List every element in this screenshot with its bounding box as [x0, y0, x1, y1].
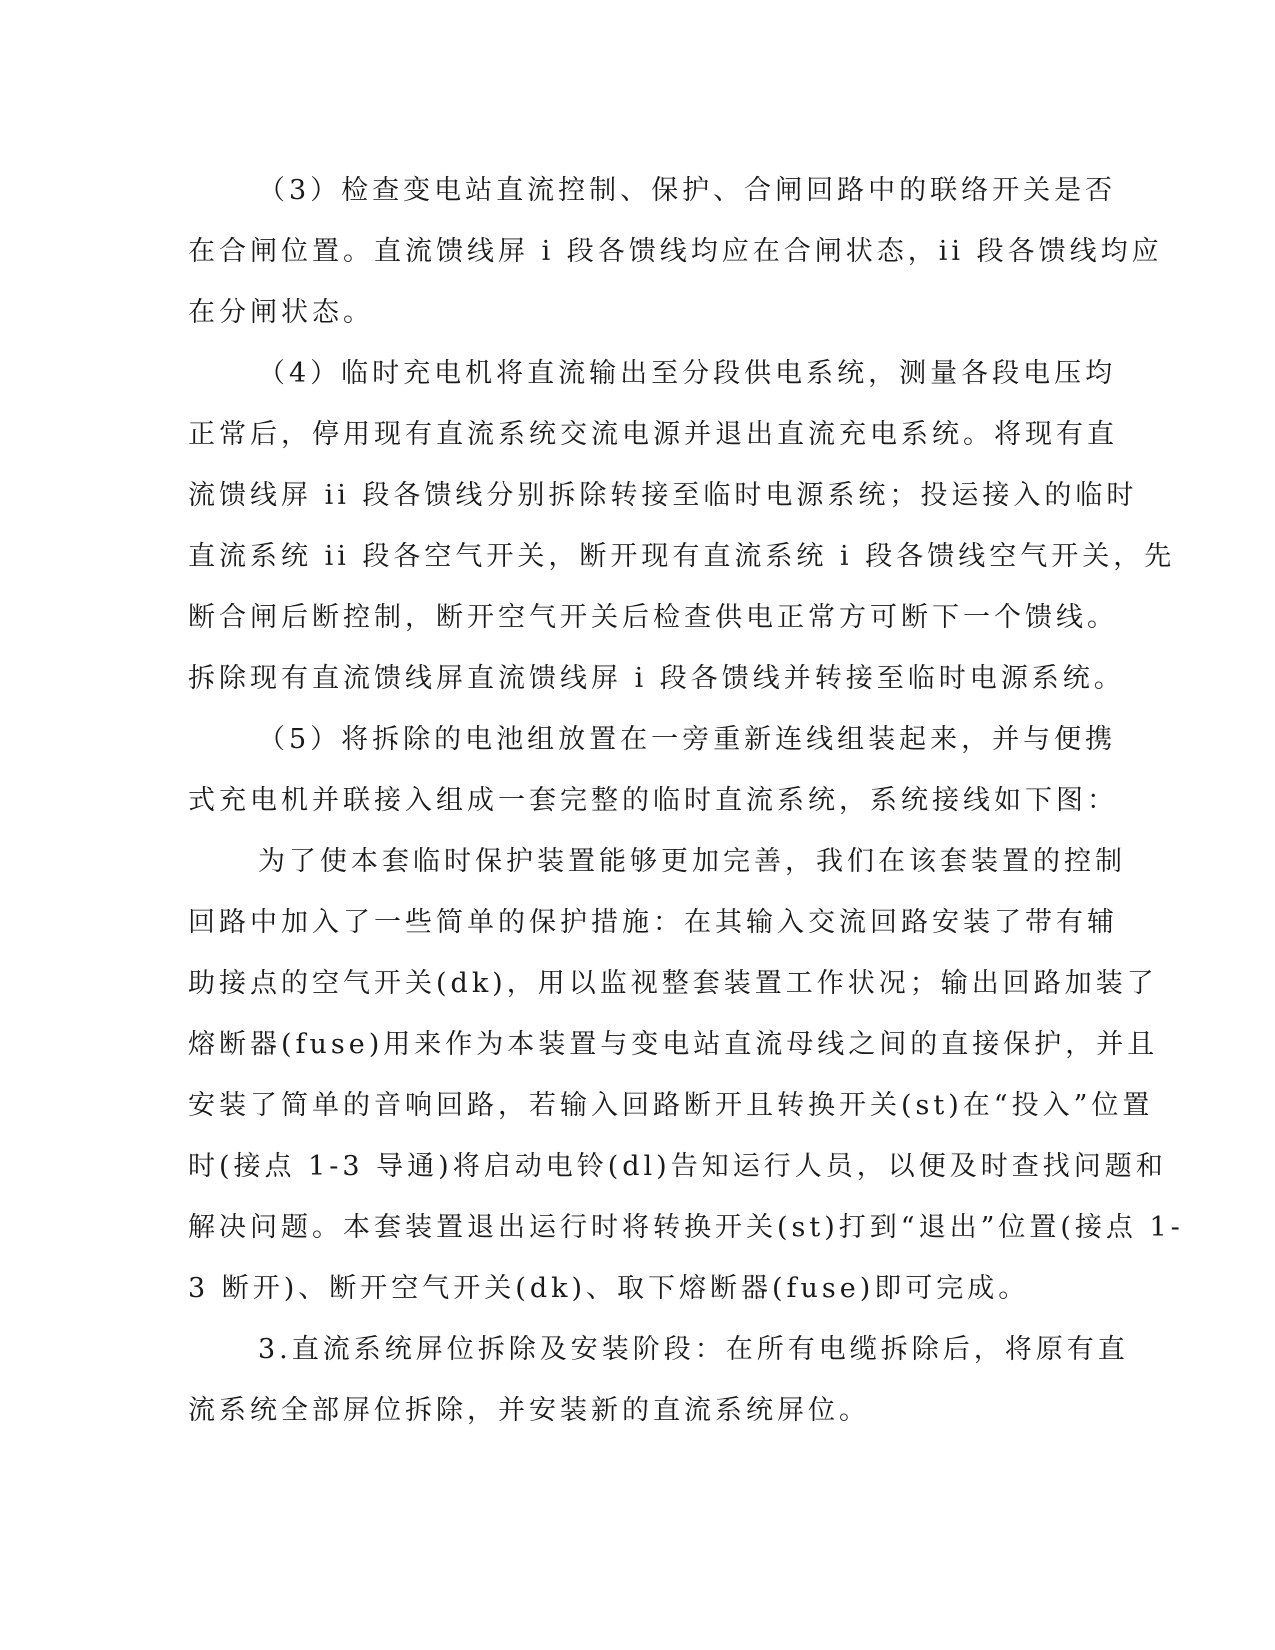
paragraph-4-line-3: 流馈线屏 ii 段各馈线分别拆除转接至临时电源系统；投运接入的临时: [188, 480, 1138, 511]
paragraph-5-line-2: 式充电机并联接入组成一套完整的临时直流系统，系统接线如下图：: [188, 785, 1118, 816]
document-body: [188, 160, 1184, 1441]
paragraph-3-line-1: （3）检查变电站直流控制、保护、合闸回路中的联络开关是否: [258, 175, 1117, 206]
paragraph-protection-line-4: 熔断器(fuse)用来作为本装置与变电站直流母线之间的直接保护，并且: [188, 1029, 1159, 1060]
paragraph-protection-line-5: 安装了简单的音响回路，若输入回路断开且转换开关(st)在“投入”位置: [188, 1090, 1154, 1121]
paragraph-4-line-2: 正常后，停用现有直流系统交流电源并退出直流充电系统。将现有直: [188, 419, 1118, 450]
paragraph-4-line-6: 拆除现有直流馈线屏直流馈线屏 i 段各馈线并转接至临时电源系统。: [188, 663, 1125, 694]
paragraph-protection-line-1: 为了使本套临时保护装置能够更加完善，我们在该套装置的控制: [258, 846, 1126, 877]
paragraph-protection-line-6: 时(接点 1-3 导通)将启动电铃(dl)告知运行人员，以便及时查找问题和: [188, 1151, 1167, 1182]
paragraph-protection-line-2: 回路中加入了一些简单的保护措施：在其输入交流回路安装了带有辅: [188, 907, 1118, 938]
paragraph-4-line-4: 直流系统 ii 段各空气开关，断开现有直流系统 i 段各馈线空气开关，先: [188, 541, 1176, 572]
paragraph-5-line-1: （5）将拆除的电池组放置在一旁重新连线组装起来，并与便携: [258, 724, 1117, 755]
paragraph-protection-line-7: 解决问题。本套装置退出运行时将转换开关(st)打到“退出”位置(接点 1-: [188, 1212, 1184, 1243]
paragraph-protection-line-8: 3 断开)、断开空气开关(dk)、取下熔断器(fuse)即可完成。: [188, 1273, 1030, 1304]
paragraph-3-line-3: 在分闸状态。: [188, 297, 374, 328]
paragraph-3-line-2: 在合闸位置。直流馈线屏 i 段各馈线均应在合闸状态，ii 段各馈线均应: [188, 236, 1163, 267]
paragraph-protection-line-3: 助接点的空气开关(dk)，用以监视整套装置工作状况；输出回路加装了: [188, 968, 1158, 999]
section-3-line-1: 3.直流系统屏位拆除及安装阶段：在所有电缆拆除后，将原有直: [258, 1334, 1129, 1365]
paragraph-4-line-1: （4）临时充电机将直流输出至分段供电系统，测量各段电压均: [258, 358, 1117, 389]
section-3-line-2: 流系统全部屏位拆除，并安装新的直流系统屏位。: [188, 1395, 870, 1426]
paragraph-4-line-5: 断合闸后断控制，断开空气开关后检查供电正常方可断下一个馈线。: [188, 602, 1118, 633]
